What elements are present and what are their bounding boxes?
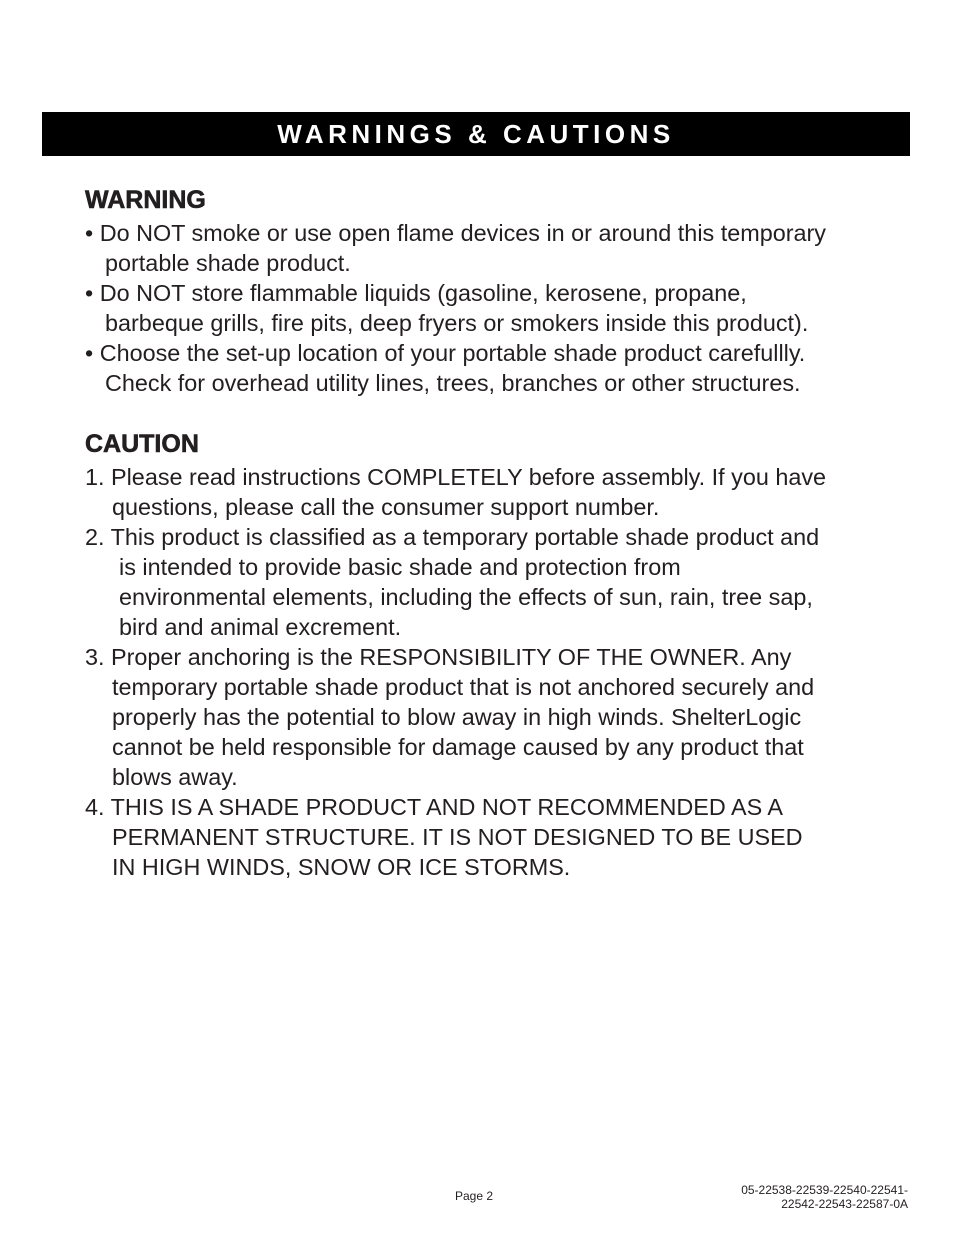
caution-line: properly has the potential to blow away in high winds. ShelterLogic xyxy=(112,704,802,730)
caution-line: is intended to provide basic shade and protection from xyxy=(119,554,681,580)
warning-line: portable shade product. xyxy=(105,250,351,276)
warning-heading: WARNING xyxy=(85,186,206,214)
document-code-line2: 22542-22543-22587-0A xyxy=(781,1197,908,1211)
caution-line: environmental elements, including the effects of sun, rain, tree sap, xyxy=(119,584,813,610)
caution-line: cannot be held responsible for damage caused by any product that xyxy=(112,734,804,760)
caution-line: 1. Please read instructions COMPLETELY before assembly. If you have xyxy=(85,464,827,490)
caution-line: 3. Proper anchoring is the RESPONSIBILITY OF THE OWNER. Any xyxy=(85,644,792,670)
caution-line: bird and animal excrement. xyxy=(119,614,402,640)
caution-line: blows away. xyxy=(112,764,238,790)
document-code-line1: 05-22538-22539-22540-22541- xyxy=(741,1183,908,1197)
warning-line: • Choose the set-up location of your portable shade product carefullly. xyxy=(85,340,806,366)
caution-line: 4. THIS IS A SHADE PRODUCT AND NOT RECOMMENDED AS A xyxy=(85,794,783,820)
caution-line: temporary portable shade product that is not anchored securely and xyxy=(112,674,815,700)
page-number: Page 2 xyxy=(455,1189,494,1203)
warning-line: Check for overhead utility lines, trees, branches or other structures. xyxy=(105,370,801,396)
caution-heading: CAUTION xyxy=(85,430,199,458)
caution-line: IN HIGH WINDS, SNOW OR ICE STORMS. xyxy=(112,854,571,880)
section-banner: WARNINGS & CAUTIONS xyxy=(42,112,910,156)
caution-line: 2. This product is classified as a temporary portable shade product and xyxy=(85,524,820,550)
warning-line: • Do NOT store flammable liquids (gasoline, kerosene, propane, xyxy=(85,280,747,306)
caution-line: PERMANENT STRUCTURE. IT IS NOT DESIGNED TO BE USED xyxy=(112,824,803,850)
warning-line: barbeque grills, fire pits, deep fryers or smokers inside this product). xyxy=(105,310,809,336)
caution-line: questions, please call the consumer support number. xyxy=(112,494,660,520)
warning-line: • Do NOT smoke or use open flame devices in or around this temporary xyxy=(85,220,826,246)
document-code xyxy=(741,1183,908,1211)
